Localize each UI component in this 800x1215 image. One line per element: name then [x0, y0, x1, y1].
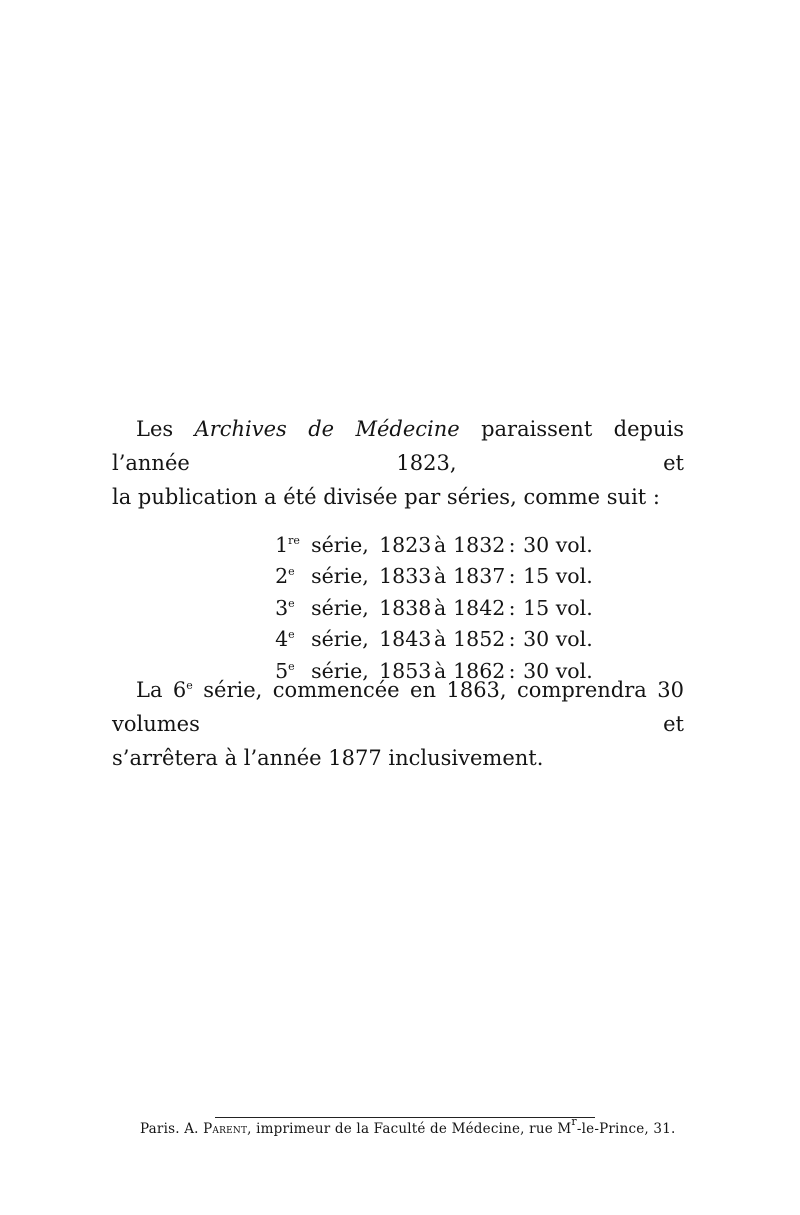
series-label: série,: [311, 595, 369, 620]
intro-prefix: Les: [136, 417, 195, 441]
intro-line-2: la publication a été divisée par séries, comme suit :: [112, 485, 660, 509]
series-volumes: 30 vol.: [523, 658, 593, 683]
series-volumes: 30 vol.: [523, 532, 593, 557]
closing-paragraph: [112, 673, 684, 775]
series-end-year: 1862: [453, 658, 506, 683]
intro-line-1: [112, 412, 684, 480]
closing-line-1: La 6e série, commencée en 1863, comprendra 30 volumes et: [112, 678, 684, 736]
series-end-year: 1842: [453, 595, 506, 620]
footer-rule: [215, 1117, 595, 1118]
series-label: série,: [311, 627, 369, 651]
series-start-year: 1843: [379, 627, 432, 651]
series-a: à: [433, 532, 447, 557]
series-row: [236, 498, 593, 557]
series-ordinal: 1re: [275, 532, 300, 557]
printer-imprint: Paris. A. Parent, imprimeur de la Faculté de Médecine, rue $M^r-le$-Prince, 31.: [140, 1115, 676, 1137]
series-end-year: 1837: [453, 564, 506, 588]
closing-line-2: s’arrêtera à l’année 1877 inclusivement.: [112, 746, 544, 770]
series-a: à: [433, 658, 447, 683]
series-label: série,: [311, 658, 369, 683]
intro-suffix: paraissent depuis l’année 1823, et: [112, 417, 684, 475]
series-start-year: 1833: [379, 564, 432, 588]
series-end-year: 1852: [453, 627, 506, 651]
series-ordinal: 4e: [275, 627, 295, 651]
series-a: à: [433, 595, 447, 620]
series-a: à: [433, 564, 447, 588]
series-start-year: 1823: [379, 532, 432, 557]
series-colon: :: [508, 627, 516, 651]
printer-name: Parent: [203, 1121, 248, 1137]
series-label: série,: [311, 564, 369, 588]
series-list: [236, 498, 593, 683]
series-colon: :: [508, 532, 516, 557]
series-colon: :: [508, 595, 516, 620]
series-ordinal: 5e: [275, 658, 295, 683]
series-label: série,: [311, 532, 369, 557]
series-start-year: 1853: [379, 658, 432, 683]
series-volumes: 15 vol.: [523, 564, 593, 588]
series-a: à: [433, 627, 447, 651]
series-colon: :: [508, 658, 516, 683]
series-colon: :: [508, 564, 516, 588]
journal-title: Archives de Médecine: [194, 417, 460, 441]
series-end-year: 1832: [453, 532, 506, 557]
series-volumes: 15 vol.: [523, 595, 593, 620]
series-volumes: 30 vol.: [523, 627, 593, 651]
series-start-year: 1838: [379, 595, 432, 620]
series-ordinal: 2e: [275, 564, 295, 588]
series-ordinal: 3e: [275, 595, 295, 620]
